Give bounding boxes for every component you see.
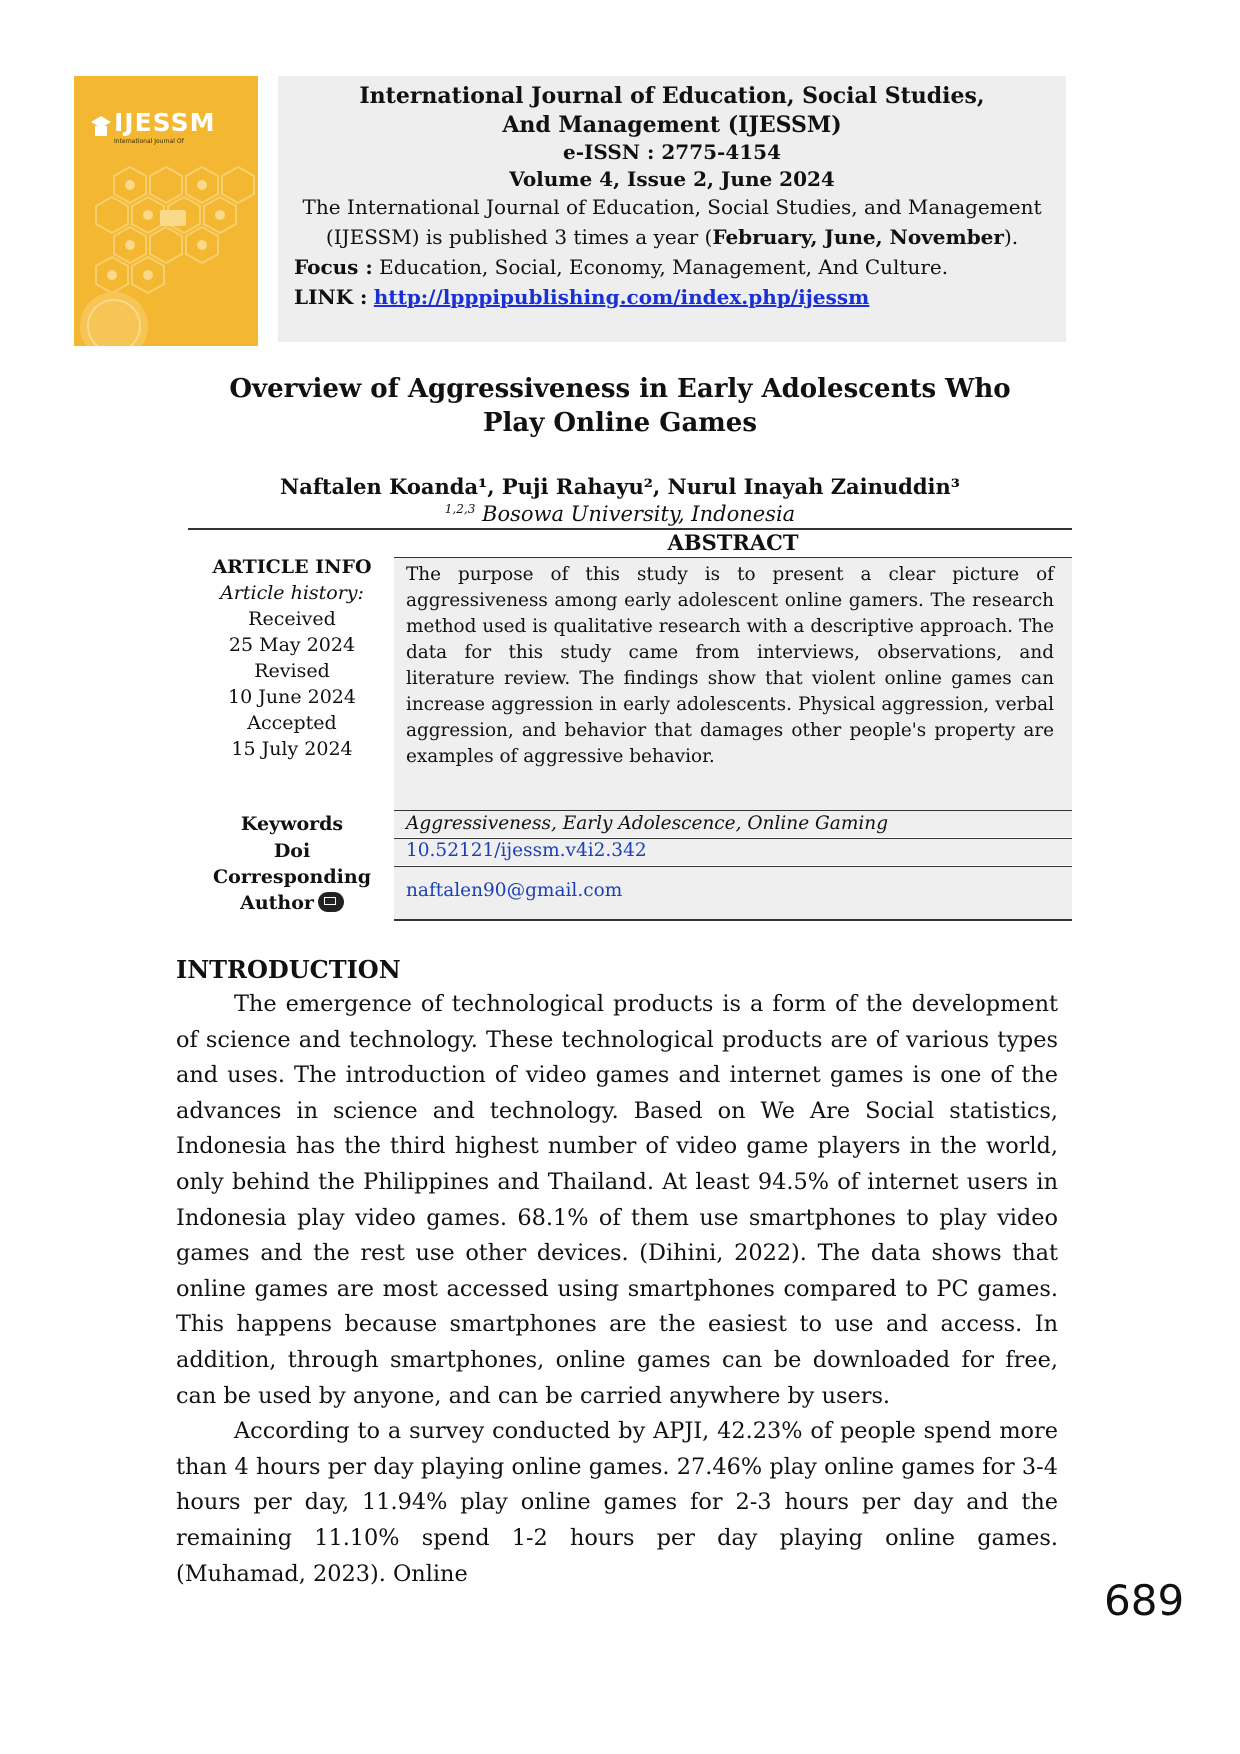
accepted-date: 15 July 2024 [231, 738, 353, 760]
intro-paragraph-2: According to a survey conducted by APJI, 42.23% of people spend more than 4 hours per day playing online games. 27.46% play online games for 3-4 hours per day, 11.94% play online games for 2-3 hours per day and the remaining 11.10% spend 1-2 hours per day playing online games. (Muhamad, 2023). Online [176, 1418, 1058, 1587]
author-label: Author [196, 892, 388, 914]
introduction-heading: INTRODUCTION [176, 955, 401, 984]
journal-name-line2: And Management (IJESSM) [502, 112, 842, 138]
publication-months: February, June, November [712, 225, 1004, 249]
article-info [196, 554, 388, 762]
journal-issn: e-ISSN : 2775-4154 [562, 140, 782, 164]
doi-label: Doi [273, 840, 311, 862]
article-authors: Naftalen Koanda¹, Puji Rahayu², Nurul Inayah Zainuddin³ [280, 474, 960, 499]
page-number: 689 [1104, 1576, 1185, 1625]
journal-link: LINK : http://lpppipublishing.com/index.php/ijessm [294, 285, 870, 309]
keywords-label: Keywords [240, 813, 344, 835]
journal-name-line1: International Journal of Education, Social Studies, [359, 83, 985, 109]
journal-description-line1: The International Journal of Education, Social Studies, and Management [302, 195, 1042, 219]
intro-paragraph-1: The emergence of technological products is a form of the development of science and technology. These technological products are of various types and uses. The introduction of video games and internet games is one of the advances in science and technology. Based on We Are Social statistics, Indonesia has the third highest number of video game players in the world, only behind the Philippines and Thailand. At least 94.5% of internet users in Indonesia play video games. 68.1% of them use smartphones to play video games and the rest use other devices. (Dihini, 2022). The data shows that online games are most accessed using smartphones compared to PC games. This happens because smartphones are the easiest to use and access. In addition, through smartphones, online games can be downloaded for free, can be used by anyone, and can be carried anywhere by users. [176, 991, 1058, 1409]
journal-focus: Focus : Education, Social, Economy, Management, And Culture. [294, 255, 949, 279]
article-info-heading: ARTICLE INFO [212, 556, 372, 578]
abstract-heading: ABSTRACT [667, 530, 799, 555]
keywords-value: Aggressiveness, Early Adolescence, Online Gaming [406, 813, 889, 834]
article-affiliation: $^{1,2,3}$ Bosowa University, Indonesia [444, 502, 796, 526]
cover-subtitle: International Journal Of [114, 138, 184, 145]
accepted-label: Accepted [247, 712, 337, 734]
email-envelope-icon [318, 892, 344, 912]
introduction-body [176, 987, 1058, 1592]
cover-logo [86, 108, 246, 148]
revised-label: Revised [254, 660, 330, 682]
logo-mark-icon [90, 114, 112, 140]
journal-header [278, 76, 1066, 342]
abstract-text: The purpose of this study is to present a clear picture of aggressiveness among early adolescent online gamers. The research method used is qualitative research with a descriptive approach. The data for this study came from interviews, observations, and literature review. The findings show that violent online games can increase aggression in early adolescents. Physical aggression, verbal aggression, and behavior that damages other people's property are examples of aggressive behavior. [406, 564, 1054, 767]
article-title-line2: Play Online Games [483, 408, 757, 438]
revised-date: 10 June 2024 [228, 686, 356, 708]
table-bottom-rule [394, 919, 1072, 921]
journal-volume: Volume 4, Issue 2, June 2024 [509, 167, 835, 191]
doi-link[interactable]: 10.52121/ijessm.v4i2.342 [406, 840, 647, 861]
corresponding-email-link[interactable]: naftalen90@gmail.com [406, 880, 623, 901]
journal-cover [74, 76, 258, 346]
cover-brand: IJESSM [114, 108, 216, 137]
abstract-box [394, 558, 1072, 810]
corresponding-label: Corresponding [213, 866, 371, 888]
received-date: 25 May 2024 [228, 634, 356, 656]
received-label: Received [248, 608, 336, 630]
journal-description-line2: (IJESSM) is published 3 times a year (February, June, November). [325, 225, 1019, 249]
article-history-label: Article history: [220, 582, 364, 604]
article-title-line1: Overview of Aggressiveness in Early Adolescents Who [229, 374, 1011, 404]
journal-url-link[interactable]: http://lpppipublishing.com/index.php/ijessm [373, 285, 870, 309]
